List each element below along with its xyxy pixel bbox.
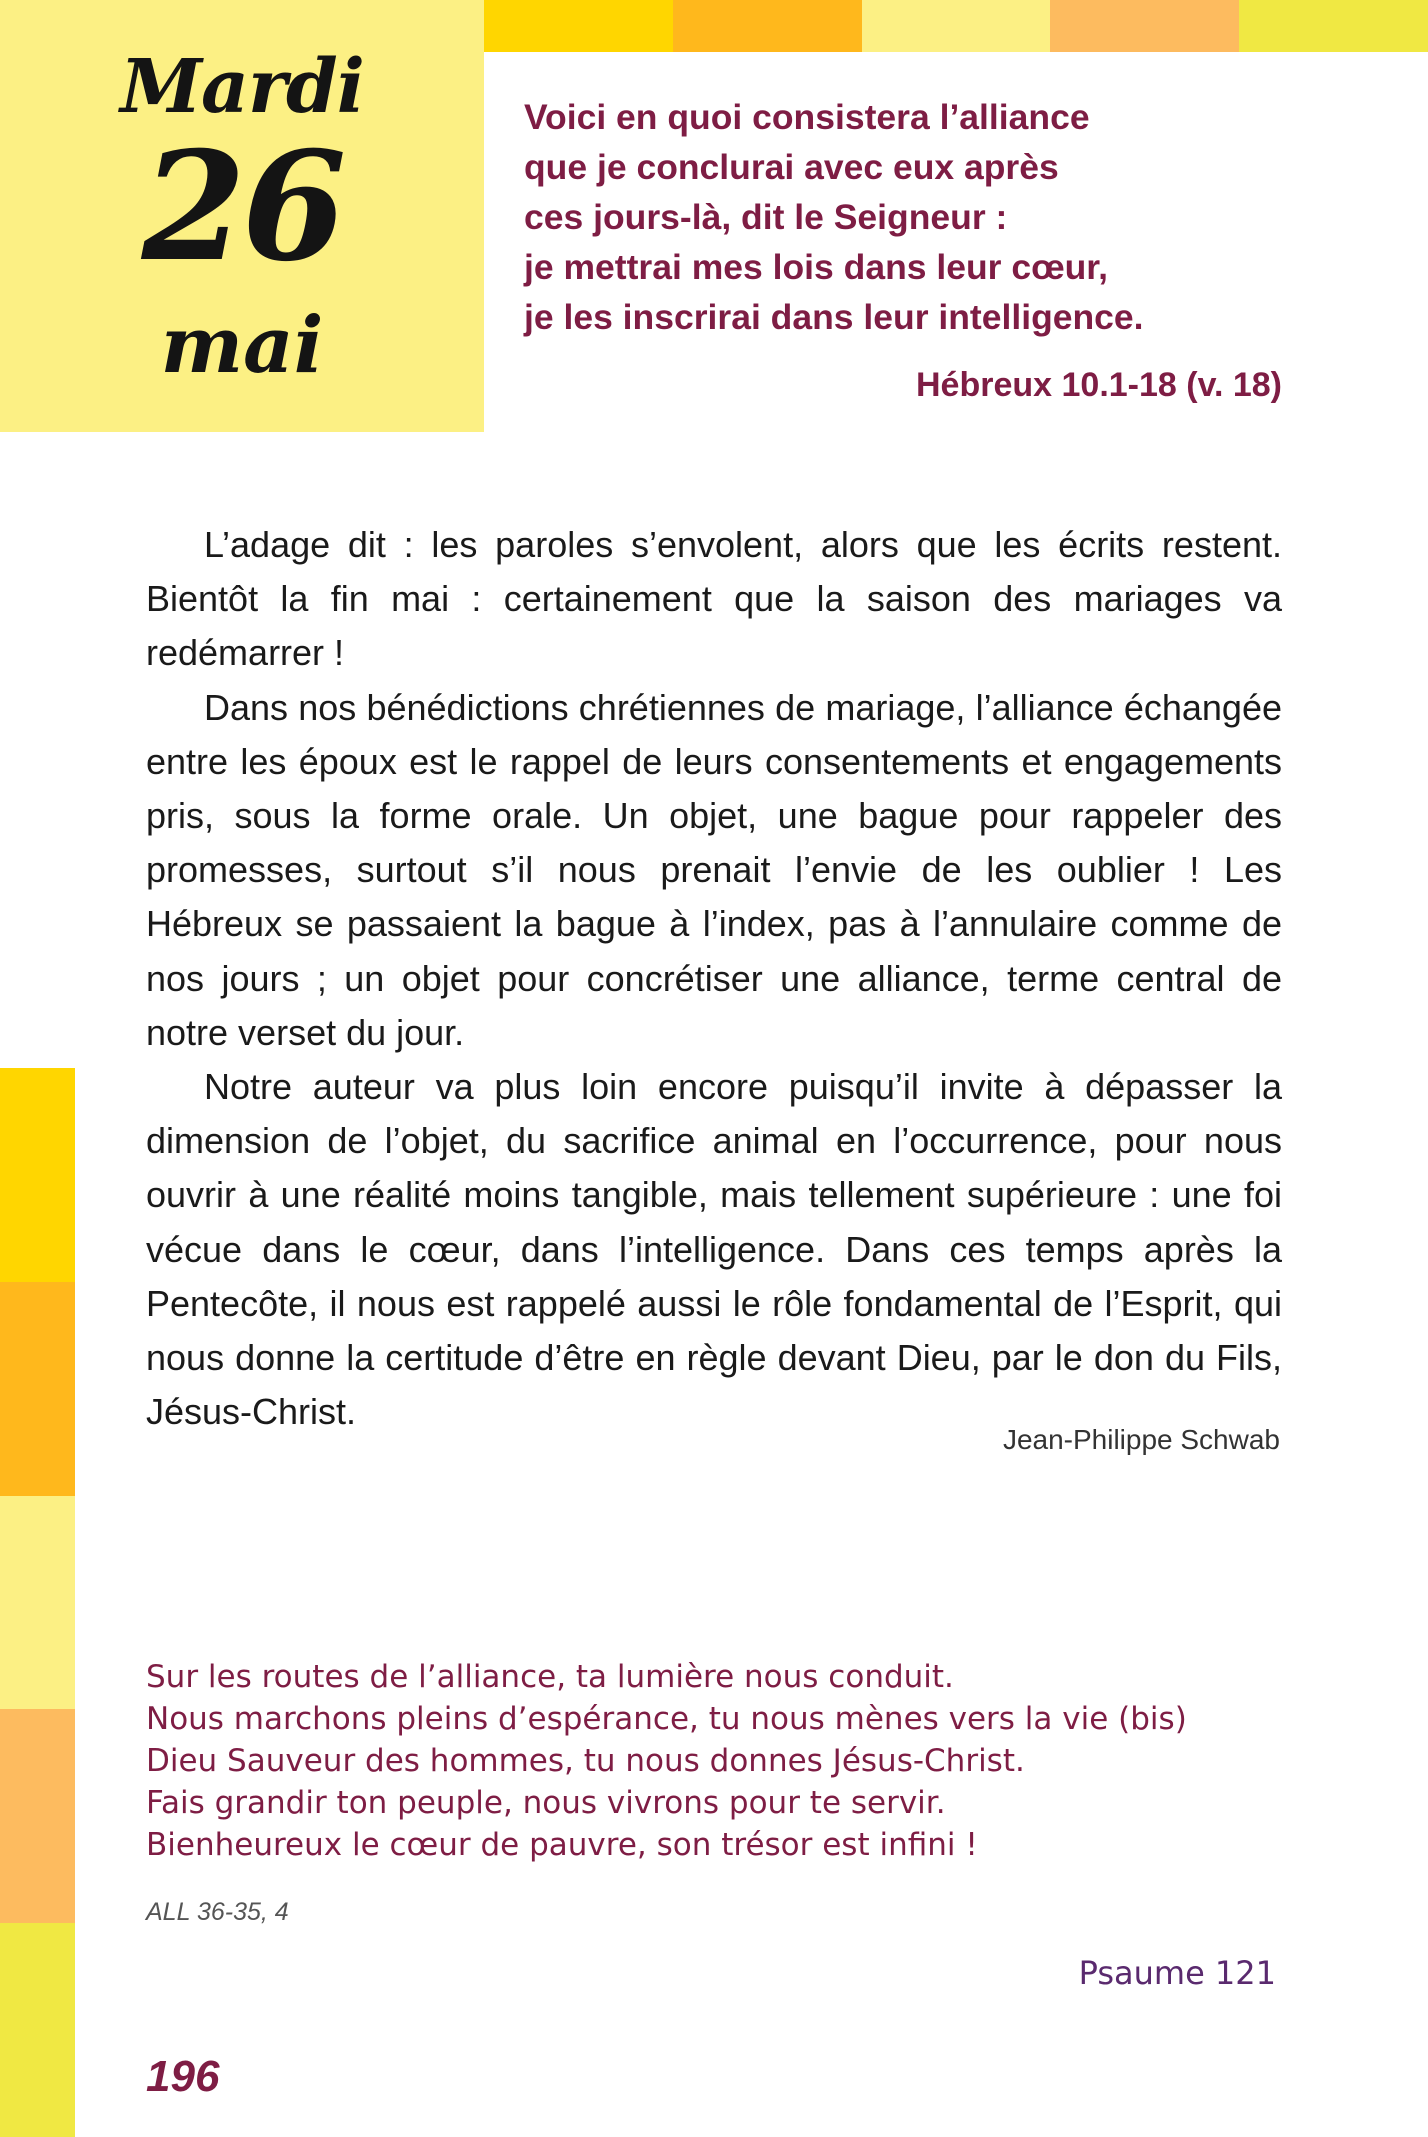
- strip-segment: [0, 1068, 75, 1282]
- psalm-reference: Psaume 121: [1078, 1954, 1276, 1992]
- verse-line: ces jours-là, dit le Seigneur :: [524, 197, 1008, 237]
- meditation-paragraph: L’adage dit : les paroles s’envolent, alors que les écrits restent. Bientôt la fin mai : certainement que la saison des mariages va redémarrer !: [146, 524, 1282, 674]
- verse-line: Voici en quoi consistera l’alliance: [524, 97, 1090, 137]
- hymn-line: Dieu Sauveur des hommes, tu nous donnes Jésus-Christ.: [146, 1743, 1025, 1779]
- date-block: [0, 0, 484, 432]
- date-month: mai: [160, 300, 324, 391]
- strip-segment: [0, 1923, 75, 2137]
- hymn-line: Nous marchons pleins d’espérance, tu nous mènes vers la vie (bis): [146, 1701, 1187, 1737]
- author-name: Jean-Philippe Schwab: [1002, 1424, 1280, 1455]
- page-number: 196: [146, 2052, 220, 2101]
- strip-segment: [0, 1496, 75, 1710]
- left-color-strip: [0, 1068, 75, 2137]
- strip-segment: [0, 1709, 75, 1923]
- strip-segment: [673, 0, 862, 52]
- verse-line: je mettrai mes lois dans leur cœur,: [524, 247, 1108, 287]
- strip-segment: [862, 0, 1051, 52]
- verse-reference: Hébreux 10.1-18 (v. 18): [916, 366, 1282, 404]
- strip-segment: [484, 0, 673, 52]
- strip-segment: [1239, 0, 1428, 52]
- hymn-reference: ALL 36-35, 4: [146, 1898, 289, 1926]
- hymn: [146, 1656, 1187, 1866]
- strip-segment: [0, 1282, 75, 1496]
- hymn-line: Bienheureux le cœur de pauvre, son trésor est infini !: [146, 1827, 978, 1863]
- strip-segment: [1050, 0, 1239, 52]
- hymn-line: Sur les routes de l’alliance, ta lumière nous conduit.: [146, 1659, 954, 1695]
- date-day-number: 26: [141, 119, 343, 295]
- meditation-paragraph: Notre auteur va plus loin encore puisqu’il invite à dépasser la dimension de l’objet, du sacrifice animal en l’occurrence, pour nous ouvrir à une réalité moins tangible, mais tellement supérieure : une foi vécue dans le cœur, dans l’intelligence. Dans ces temps après la Pentecôte, il nous est rappelé aussi le rôle fondamental de l’Esprit, qui nous donne la certitude d’être en règle devant Dieu, par le don du Fils, Jésus-Christ.: [146, 1066, 1282, 1433]
- bible-verse: [524, 92, 1304, 342]
- verse-line: que je conclurai avec eux après: [524, 147, 1059, 187]
- meditation-text: [146, 518, 1282, 1439]
- hymn-line: Fais grandir ton peuple, nous vivrons pour te servir.: [146, 1785, 946, 1821]
- meditation-paragraph: Dans nos bénédictions chrétiennes de mariage, l’alliance échangée entre les époux est le rappel de leurs consentements et engagements pris, sous la forme orale. Un objet, une bague pour rappeler des promesses, surtout s’il nous prenait l’envie de les oublier ! Les Hébreux se passaient la bague à l’index, pas à l’annulaire comme de nos jours ; un objet pour concrétiser une alliance, terme central de notre verset du jour.: [146, 686, 1282, 1053]
- top-color-strip: [484, 0, 1428, 52]
- date-weekday: Mardi: [120, 44, 364, 130]
- verse-line: je les inscrirai dans leur intelligence.: [524, 297, 1144, 337]
